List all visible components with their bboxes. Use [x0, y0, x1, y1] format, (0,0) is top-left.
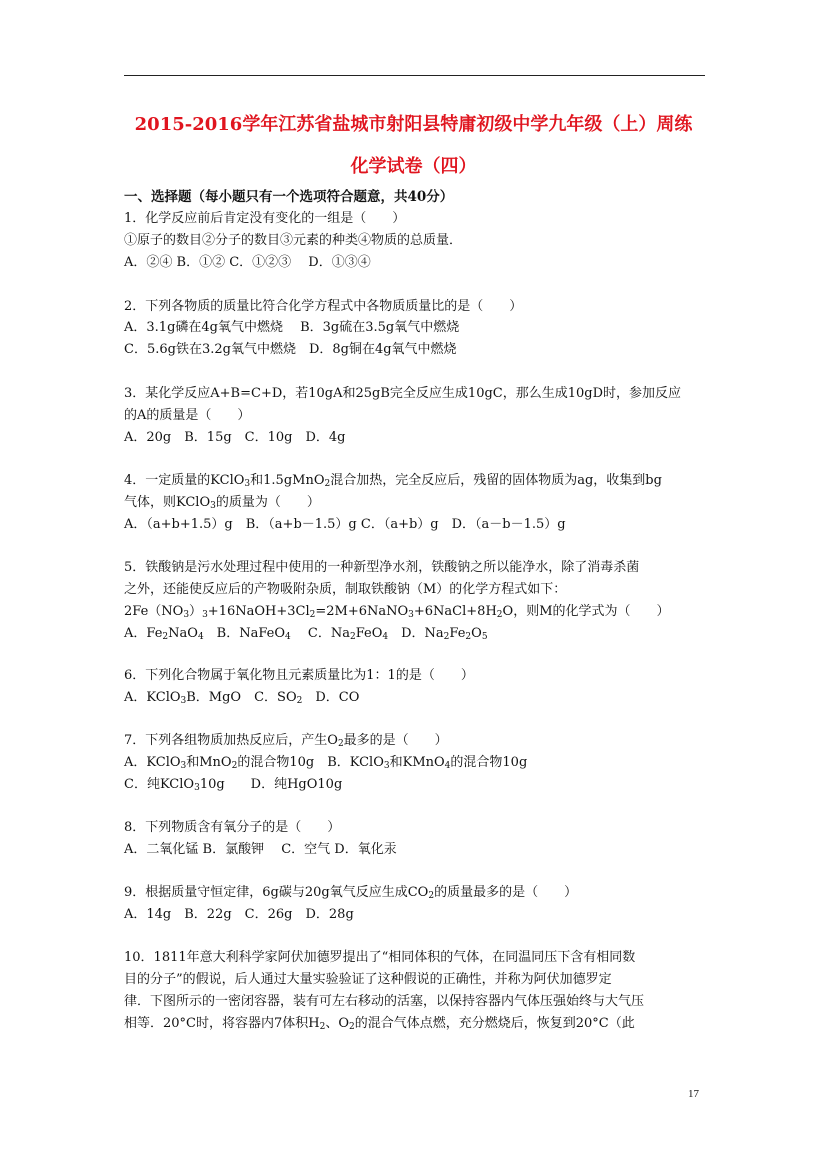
q10-line4: 相等．20°C时，将容器内7体积$H_2$、$O_2$的混合气体点燃，充分燃烧后，恢复到20°C（此 — [124, 1016, 635, 1032]
q2-options-ab: A．3.1g磷在4g氧气中燃烧 B．3g硫在3.5g氧气中燃烧 — [124, 320, 460, 335]
section-heading: 一、选择题（每小题只有一个选项符合题意，共40分） — [124, 189, 454, 205]
q2-options-cd: C．5.6g铁在3.2g氧气中燃烧 D．8g铜在4g氧气中燃烧 — [124, 342, 457, 357]
q3-options: A．20g B．15g C．10g D．4g — [124, 430, 346, 445]
q3-stem-line1: 3．某化学反应A+B=C+D，若10gA和25gB完全反应生成10gC，那么生成10gD时，参加反应 — [124, 386, 682, 401]
q5-stem-line2: 之外，还能使反应后的产物吸附杂质，制取铁酸钠（M）的化学方程式如下： — [124, 582, 567, 597]
q4-stem-line2: 气体，则KClO$_3$的质量为（ ） — [124, 495, 320, 511]
q1-stem: 1．化学反应前后肯定没有变化的一组是（ ） — [124, 211, 406, 226]
header-rule — [124, 75, 705, 76]
q7-options-ab: A．KClO$_3$和MnO$_2$的混合物10g B．KClO$_3$和KMnO$_4$的混合物10g — [124, 755, 528, 771]
q6-options: A．KClO$_3$B．MgO C．$SO_2$ D．CO — [124, 690, 360, 706]
q1-items: ①原子的数目②分子的数目③元素的种类④物质的总质量． — [124, 233, 463, 248]
q10-line2: 目的分子”的假说，后人通过大量实验验证了这种假说的正确性，并称为阿伏加德罗定 — [124, 972, 612, 987]
q9-options: A．14g B．22g C．26g D．28g — [124, 907, 354, 922]
page-number: 17 — [688, 1088, 699, 1100]
q1-options: A．②④ B．①② C．①②③ D．①③④ — [124, 255, 371, 270]
q9-stem: 9．根据质量守恒定律，6g碳与20g氧气反应生成$CO_2$的质量最多的是（ ） — [124, 885, 578, 901]
page-title-line1: 2015-2016学年江苏省盐城市射阳县特庸初级中学九年级（上）周练 — [134, 114, 693, 135]
q6-stem: 6．下列化合物属于氧化物且元素质量比为1：1的是（ ） — [124, 668, 474, 683]
q7-stem: 7．下列各组物质加热反应后，产生$O_2$最多的是（ ） — [124, 733, 448, 749]
q8-options: A．二氧化锰 B．氯酸钾 C．空气 D．氧化汞 — [124, 842, 397, 857]
q7-options-cd: C．纯KClO$_3$10g D．纯HgO10g — [124, 777, 343, 793]
q3-stem-line2: 的A的质量是（ ） — [124, 408, 251, 423]
q10-line1: 10．1811年意大利科学家阿伏加德罗提出了“相同体积的气体，在同温同压下含有相同数 — [124, 950, 636, 965]
q4-options: A．（a+b+1.5）g B．（a+b－1.5）g C．（a+b）g D．（a－b－1.5）g — [124, 517, 566, 532]
q10-line3: 律．下图所示的一密闭容器，装有可左右移动的活塞，以保持容器内气体压强始终与大气压 — [124, 994, 645, 1009]
q5-equation: $2Fe(NO_3)_3+16NaOH+3Cl_2=2M+6NaNO_3+6NaCl+8H_2O$，则M的化学式为（ ） — [124, 604, 670, 620]
q2-stem: 2．下列各物质的质量比符合化学方程式中各物质质量比的是（ ） — [124, 299, 523, 314]
q4-stem-line1: 4．一定质量的KClO$_3$和1.5gMnO$_2$混合加热，完全反应后，残留的固体物质为ag，收集到bg — [124, 473, 662, 489]
page-title-line2: 化学试卷（四） — [350, 156, 477, 177]
q5-stem-line1: 5．铁酸钠是污水处理过程中使用的一种新型净水剂，铁酸钠之所以能净水，除了消毒杀菌 — [124, 560, 640, 575]
q8-stem: 8．下列物质含有氧分子的是（ ） — [124, 820, 341, 835]
q5-options: A．$Fe_2NaO_4$ B．NaFeO$_4$ C．$Na_2FeO_4$ D．$Na_2Fe_2O_5$ — [124, 626, 488, 642]
